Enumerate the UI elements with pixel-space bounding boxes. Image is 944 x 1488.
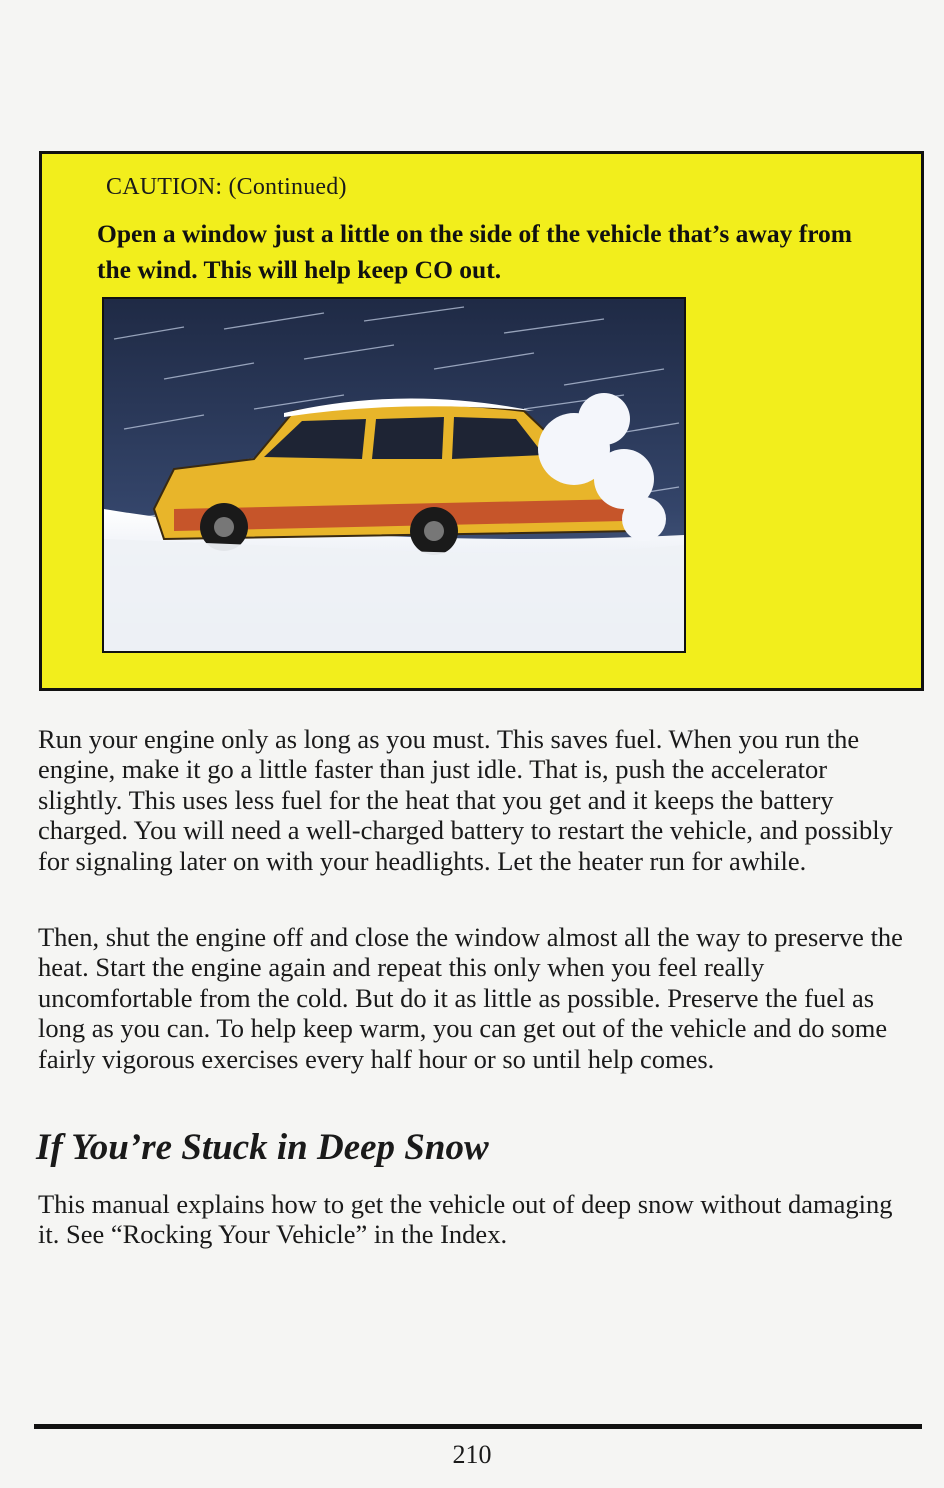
section-heading: If You’re Stuck in Deep Snow (36, 1127, 489, 1168)
snowed-in-car-icon (104, 299, 684, 651)
section-paragraph: This manual explains how to get the vehicle out of deep snow without damaging it. See “Rocking Your Vehicle” in the Index. (38, 1189, 893, 1250)
snowed-in-car-illustration (102, 297, 686, 653)
caution-text: Open a window just a little on the side of the vehicle that’s away from the wind. This will help keep CO out. (97, 219, 853, 284)
body-paragraph-engine: Run your engine only as long as you must. This saves fuel. When you run the engine, make it go a little faster than just idle. That is, push the accelerator slightly. This uses less fuel for the heat that you get and it keeps the battery charged. You will need a well-charged battery to restart the vehicle, and possibly for signaling later on with your headlights. Let the heater run for awhile. (38, 724, 893, 876)
caution-box (39, 151, 924, 691)
caution-label: CAUTION: (Continued) (106, 174, 347, 200)
page-number: 210 (452, 1440, 492, 1469)
body-paragraph-shut-engine: Then, shut the engine off and close the window almost all the way to preserve the heat. Start the engine again and repeat this only when you feel really uncomfortable from the cold. But do it as little as possible. Preserve the fuel as long as you can. To help keep warm, you can get out of the vehicle and do some fairly vigorous exercises every half hour or so until help comes. (38, 922, 903, 1074)
footer-rule (34, 1424, 922, 1429)
